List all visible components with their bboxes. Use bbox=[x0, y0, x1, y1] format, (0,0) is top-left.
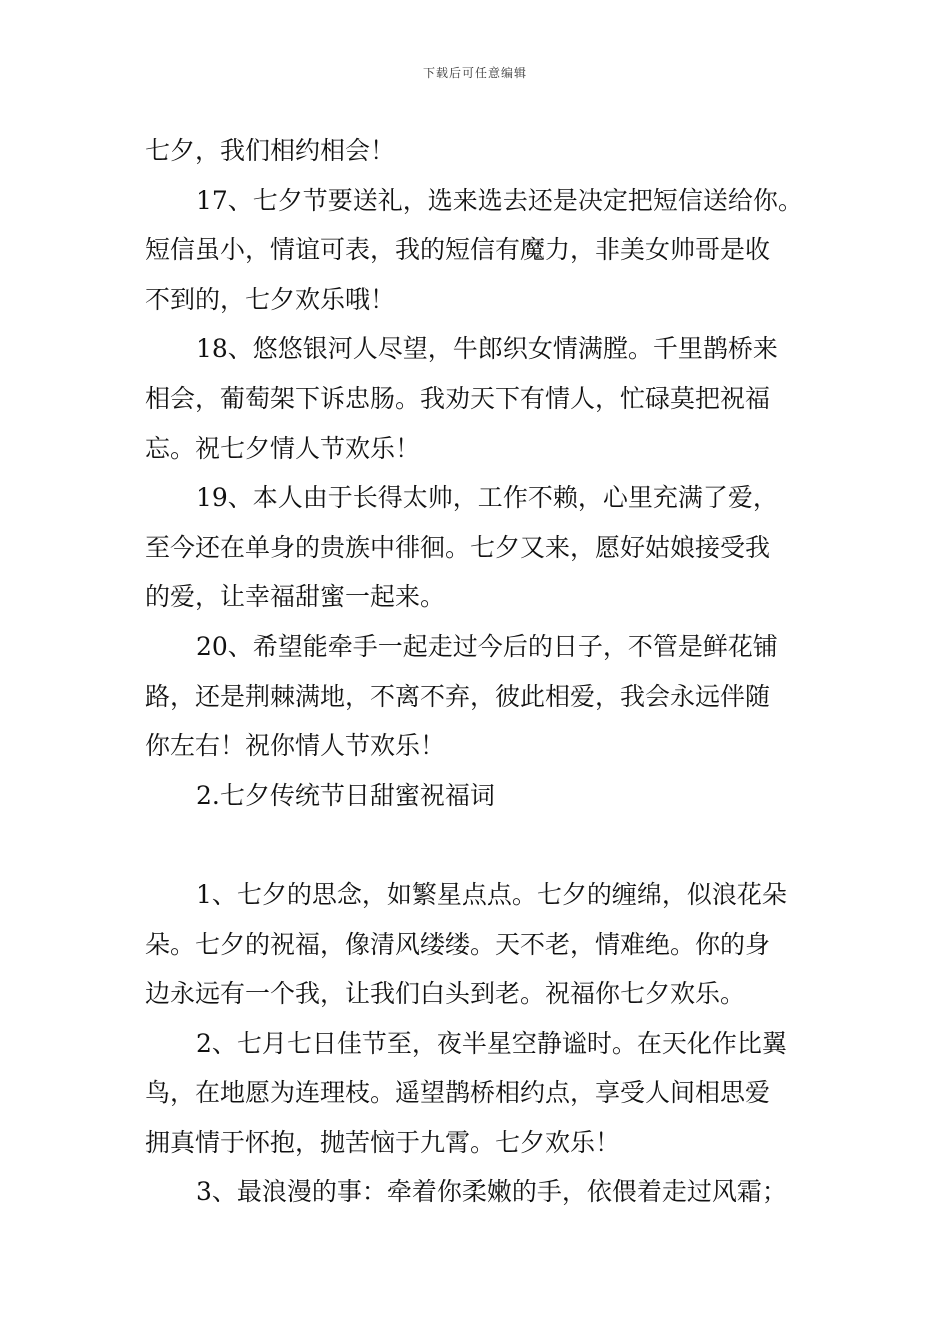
paragraph-start-line: 1、七夕的思念，如繁星点点。七夕的缠绵，似浪花朵 bbox=[196, 879, 787, 909]
text-line: 鸟，在地愿为连理枝。遥望鹊桥相约点，享受人间相思爱 bbox=[145, 1078, 771, 1108]
blank-line bbox=[145, 820, 817, 870]
text-line: 忘。祝七夕情人节欢乐！ bbox=[145, 433, 421, 463]
text-line: 的爱，让幸福甜蜜一起来。 bbox=[145, 582, 446, 612]
text-line: 短信虽小，情谊可表，我的短信有魔力，非美女帅哥是收 bbox=[145, 235, 771, 265]
text-line: 不到的，七夕欢乐哦！ bbox=[145, 284, 396, 314]
text-line: 你左右！祝你情人节欢乐！ bbox=[145, 731, 446, 761]
document-body bbox=[145, 126, 817, 1217]
text-line: 至今还在单身的贵族中徘徊。七夕又来，愿好姑娘接受我 bbox=[145, 532, 771, 562]
paragraph-start-line: 3、最浪漫的事：牵着你柔嫩的手，依偎着走过风霜； bbox=[196, 1177, 787, 1207]
page-header: 下载后可任意编辑 bbox=[422, 66, 527, 80]
text-line: 相会，葡萄架下诉忠肠。我劝天下有情人，忙碌莫把祝福 bbox=[145, 383, 771, 413]
paragraph-start-line: 20、希望能牵手一起走过今后的日子，不管是鲜花铺 bbox=[196, 631, 778, 661]
paragraph-start-line: 18、悠悠银河人尽望，牛郎织女情满膛。千里鹊桥来 bbox=[196, 334, 778, 364]
paragraph-start-line: 17、七夕节要送礼，选来选去还是决定把短信送给你。 bbox=[196, 185, 803, 215]
paragraph-start-line: 2、七月七日佳节至，夜半星空静谧时。在天化作比翼 bbox=[196, 1028, 787, 1058]
text-line: 路，还是荆棘满地，不离不弃，彼此相爱，我会永远伴随 bbox=[145, 681, 771, 711]
section-heading: 2.七夕传统节日甜蜜祝福词 bbox=[196, 780, 495, 810]
text-line: 边永远有一个我，让我们白头到老。祝福你七夕欢乐。 bbox=[145, 979, 746, 1009]
text-line: 朵。七夕的祝福，像清风缕缕。天不老，情难绝。你的身 bbox=[145, 929, 771, 959]
text-line: 拥真情于怀抱，抛苦恼于九霄。七夕欢乐！ bbox=[145, 1127, 621, 1157]
text-line: 七夕，我们相约相会！ bbox=[145, 136, 396, 165]
paragraph-start-line: 19、本人由于长得太帅，工作不赖，心里充满了爱， bbox=[196, 483, 778, 513]
